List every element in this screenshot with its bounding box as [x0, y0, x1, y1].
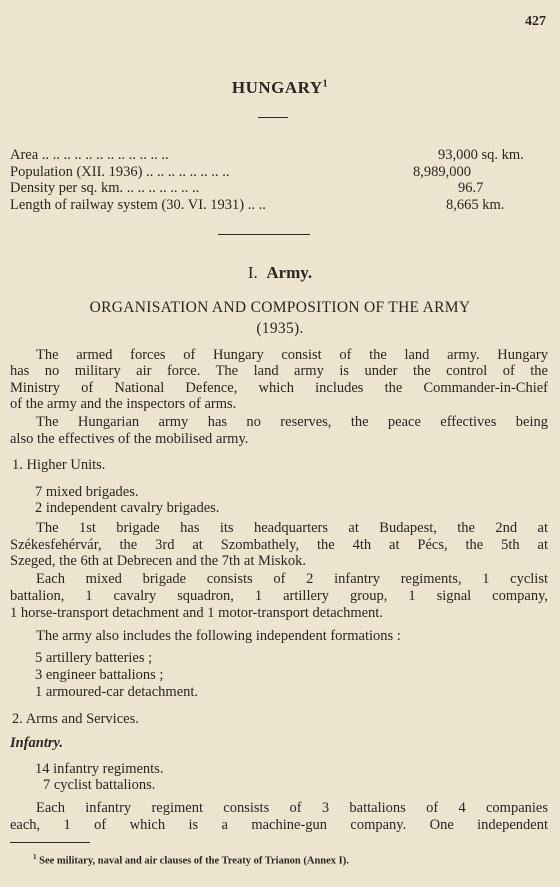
paragraph-line: Each mixed brigade consists of 2 infantry regiments, 1 cyclist [36, 571, 548, 587]
list-item: 14 infantry regiments. [35, 761, 164, 777]
paragraph-line: The Hungarian army has no reserves, the peace effectives being [36, 414, 548, 430]
paragraph-line: Ministry of National Defence, which includes the Commander-in-Chief [10, 380, 548, 396]
stat-value: 96.7 [458, 180, 484, 196]
list-item: 7 cyclist battalions. [43, 777, 156, 793]
paragraph-line: has no military air force. The land army is under the control of the [10, 363, 548, 379]
list-item: 5 artillery batteries ; [35, 650, 153, 666]
section-title [0, 263, 560, 283]
paragraph-line: battalion, 1 cavalry squadron, 1 artillery group, 1 signal company, [10, 588, 548, 604]
stat-value: 93,000 sq. km. [438, 147, 524, 163]
paragraph-line: The armed forces of Hungary consist of the land army. Hungary [36, 347, 548, 363]
subsection-heading-higher-units: 1. Higher Units. [12, 457, 106, 473]
paragraph-line: The army also includes the following independent formations : [36, 628, 401, 644]
paragraph-line: of the army and the inspectors of arms. [10, 396, 237, 412]
stat-label: Area .. .. .. .. .. .. .. .. .. .. .. .. [10, 147, 169, 163]
paragraph-line: Szeged, the 6th at Debrecen and the 7th at Miskok. [10, 553, 306, 569]
footnote-marker: 1 [33, 853, 37, 861]
stat-label: Population (XII. 1936) .. .. .. .. .. .. .. .. [10, 163, 230, 180]
section-heading [0, 297, 560, 339]
stat-row-population [10, 164, 550, 181]
paragraph-line: 1 horse-transport detachment and 1 motor-transport detachment. [10, 605, 383, 621]
stat-value: 8,665 km. [446, 196, 505, 213]
footnote-rule [10, 842, 90, 843]
section-name: Army. [266, 263, 313, 282]
footnote [33, 853, 349, 867]
paragraph-line: Székesfehérvár, the 3rd at Szombathely, the 4th at Pécs, the 5th at [10, 537, 548, 553]
stat-row-density [10, 180, 550, 197]
list-item: 1 armoured-car detachment. [35, 684, 199, 700]
footnote-text: See military, naval and air clauses of the Treaty of Trianon (Annex I). [39, 855, 349, 867]
subsection-heading-arms-services: 2. Arms and Services. [12, 711, 139, 727]
title-footnote-marker: 1 [322, 78, 329, 90]
paragraph-line: The 1st brigade has its headquarters at Budapest, the 2nd at [36, 520, 548, 536]
stat-value: 8,989,000 [413, 163, 471, 180]
heading-year: (1935). [256, 320, 304, 337]
paragraph-line: also the effectives of the mobilised army. [10, 431, 249, 447]
list-item: 2 independent cavalry brigades. [35, 500, 220, 516]
list-item: 7 mixed brigades. [35, 484, 139, 500]
stat-row-railway [10, 197, 550, 214]
page-number: 427 [525, 14, 546, 29]
subheading-infantry: Infantry. [10, 735, 64, 751]
paragraph-line: Each infantry regiment consists of 3 battalions of 4 companies [36, 800, 548, 816]
paragraph-line: each, 1 of which is a machine-gun company. One independent [10, 817, 548, 833]
title-rule [258, 117, 288, 118]
stat-label: Length of railway system (30. VI. 1931) .. .. [10, 196, 266, 213]
statistics-table [10, 147, 550, 213]
page-title [0, 78, 560, 98]
stat-label: Density per sq. km. .. .. .. .. .. .. .. [10, 180, 200, 196]
list-item: 3 engineer battalions ; [35, 667, 164, 683]
section-number: I. [247, 263, 258, 282]
stat-row-area [10, 147, 550, 164]
title-text: HUNGARY [231, 78, 323, 97]
section-divider [218, 234, 310, 235]
heading-line: ORGANISATION AND COMPOSITION OF THE ARMY [89, 299, 471, 316]
